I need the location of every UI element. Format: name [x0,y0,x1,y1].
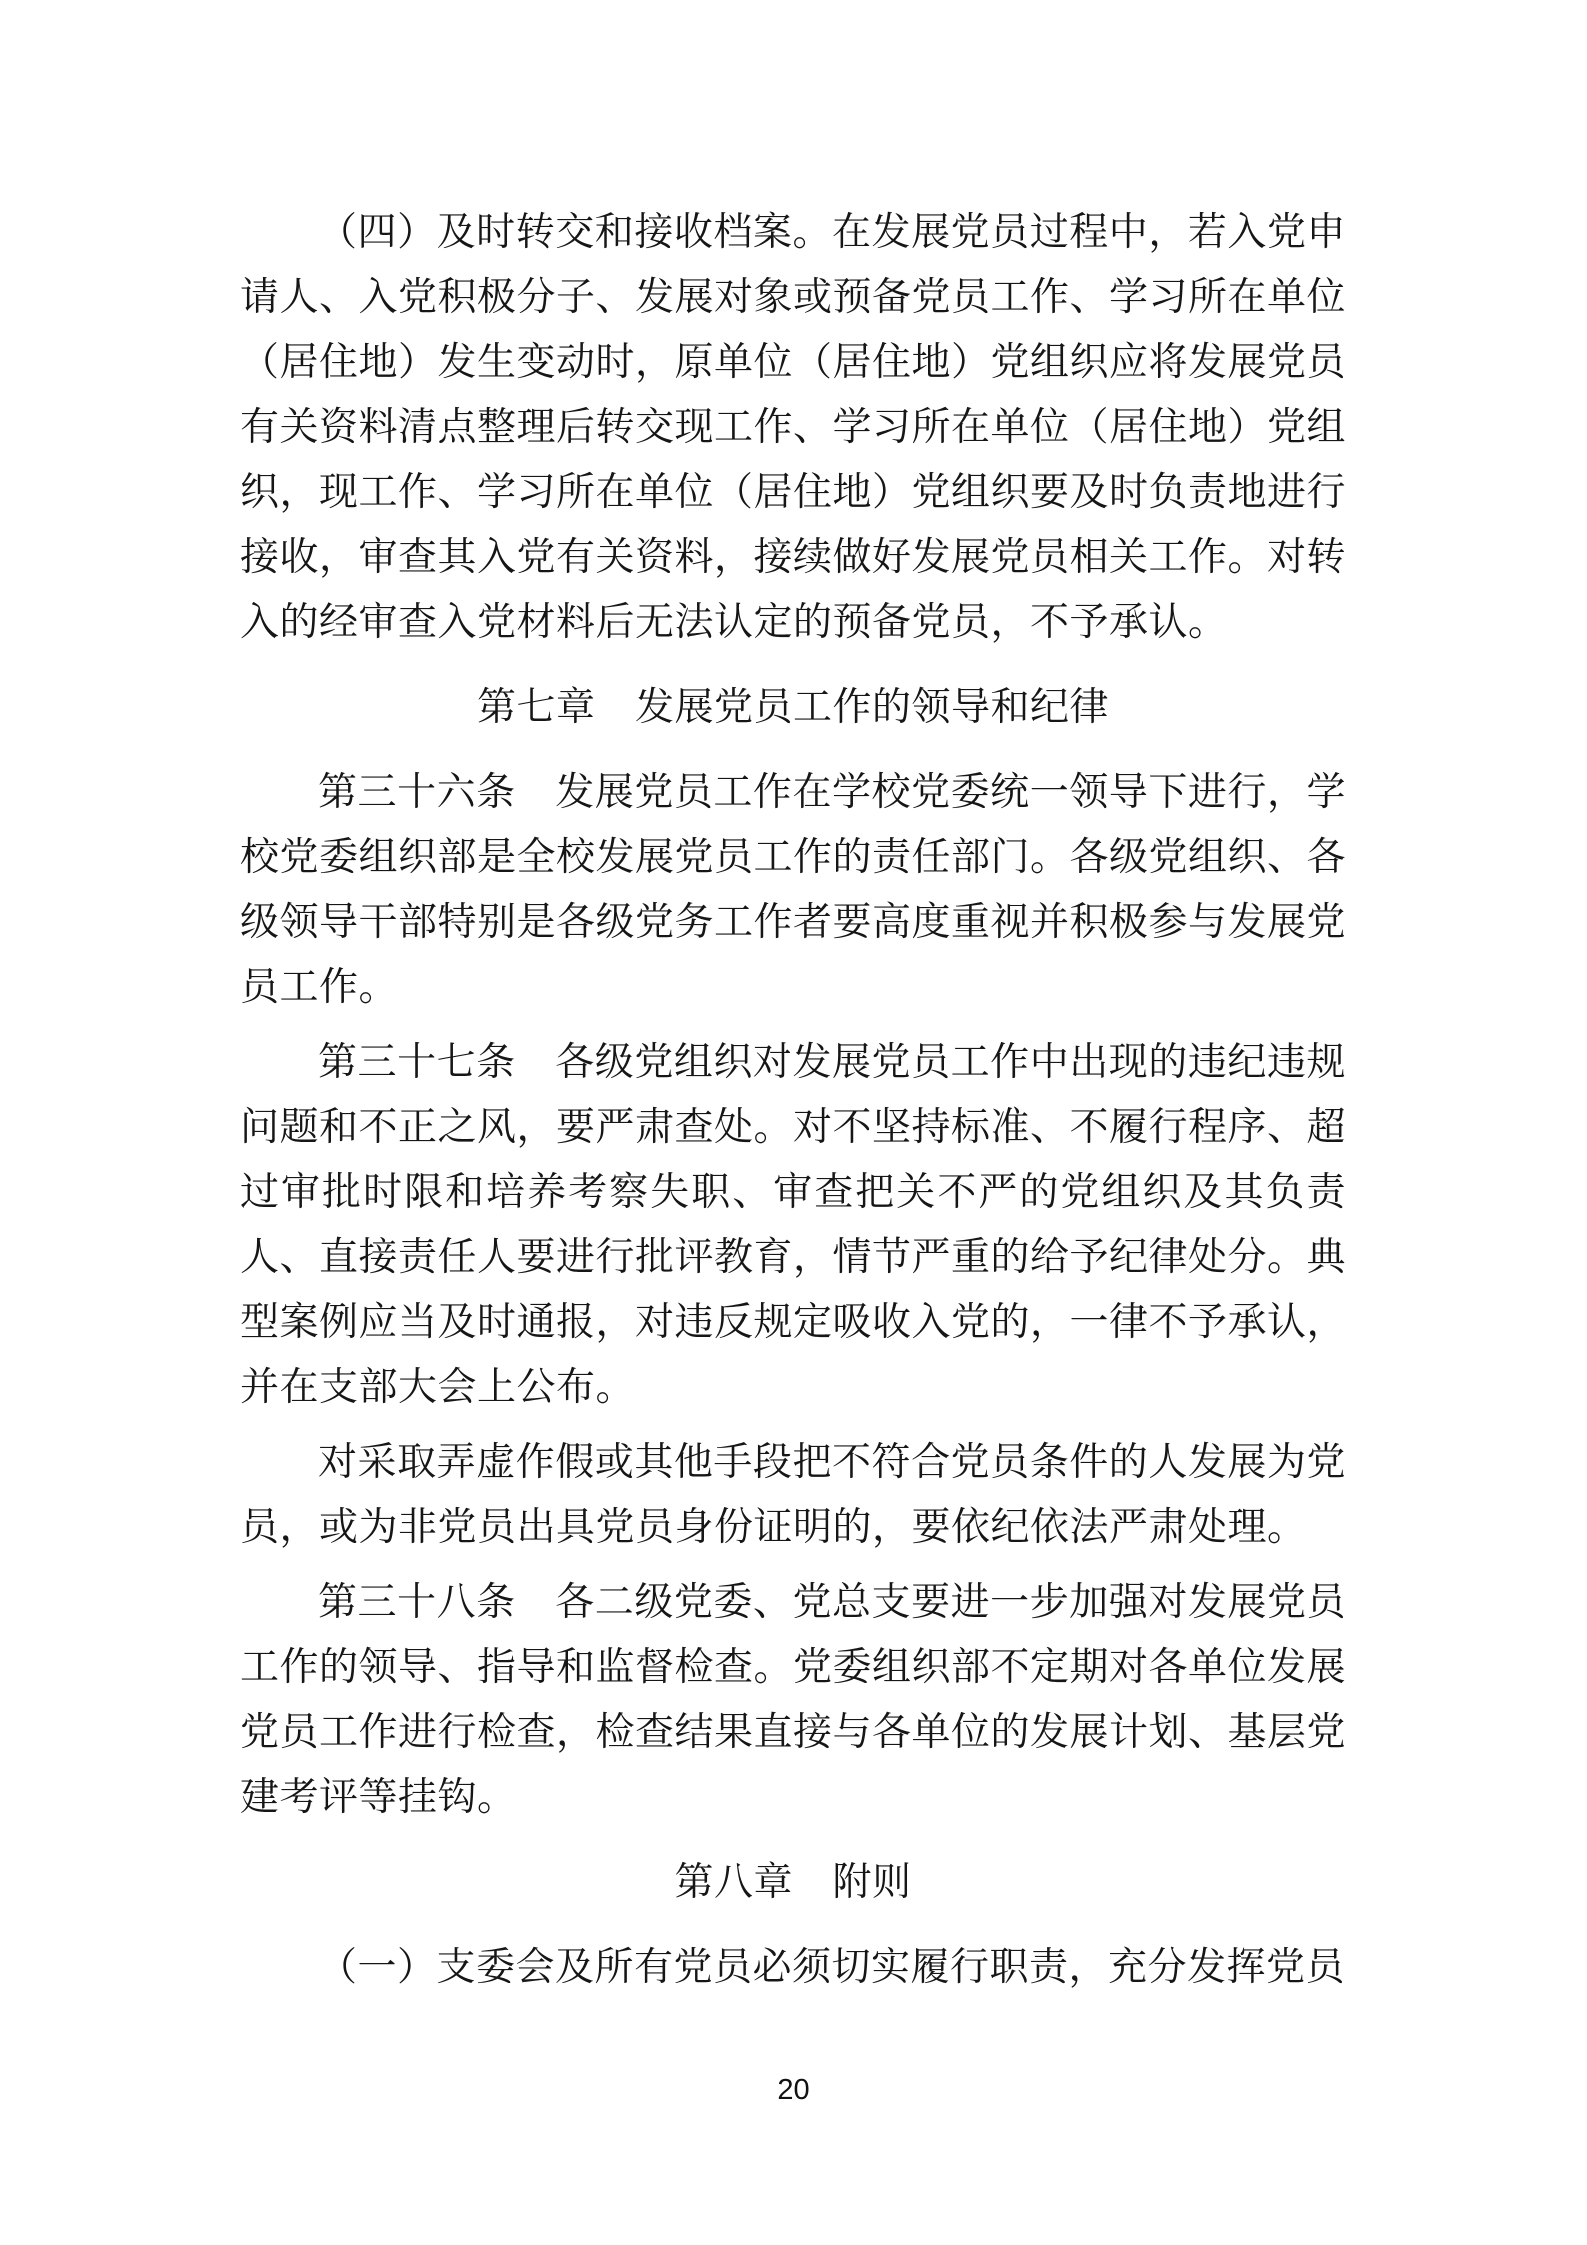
paragraph-fraud-handling: 对采取弄虚作假或其他手段把不符合党员条件的人发展为党员，或为非党员出具党员身份证明的，要依纪依法严肃处理。 [240,1441,1346,1549]
chapter-8-heading: 第八章 附则 [674,1861,912,1904]
paragraph-article-38: 第三十八条 各二级党委、党总支要进一步加强对发展党员工作的领导、指导和监督检查。党委组织部不定期对各单位发展党员工作进行检查，检查结果直接与各单位的发展计划、基层党建考评等挂钩。 [240,1581,1347,1819]
document-body [240,200,1346,2010]
paragraph-article-36: 第三十六条 发展党员工作在学校党委统一领导下进行，学校党委组织部是全校发展党员工作的责任部门。各级党组织、各级领导干部特别是各级党务工作者要高度重视并积极参与发展党员工作。 [240,771,1347,1009]
chapter-7-heading: 第七章 发展党员工作的领导和纪律 [476,686,1109,729]
page-number: 20 [777,2074,810,2106]
paragraph-appendix-item-1: （一）支委会及所有党员必须切实履行职责，充分发挥党员 [318,1946,1346,1989]
paragraph-archive-transfer: （四）及时转交和接收档案。在发展党员过程中，若入党申请人、入党积极分子、发展对象或预备党员工作、学习所在单位（居住地）发生变动时，原单位（居住地）党组织应将发展党员有关资料清点整理后转交现工作、学习所在单位（居住地）党组织，现工作、学习所在单位（居住地）党组织要及时负责地进行接收，审查其入党有关资料，接续做好发展党员相关工作。对转入的经审查入党材料后无法认定的预备党员，不予承认。 [240,211,1347,644]
paragraph-article-37: 第三十七条 各级党组织对发展党员工作中出现的违纪违规问题和不正之风，要严肃查处。对不坚持标准、不履行程序、超过审批时限和培养考察失职、审查把关不严的党组织及其负责人、直接责任人要进行批评教育，情节严重的给予纪律处分。典型案例应当及时通报，对违反规定吸收入党的，一律不予承认，并在支部大会上公布。 [240,1041,1347,1409]
